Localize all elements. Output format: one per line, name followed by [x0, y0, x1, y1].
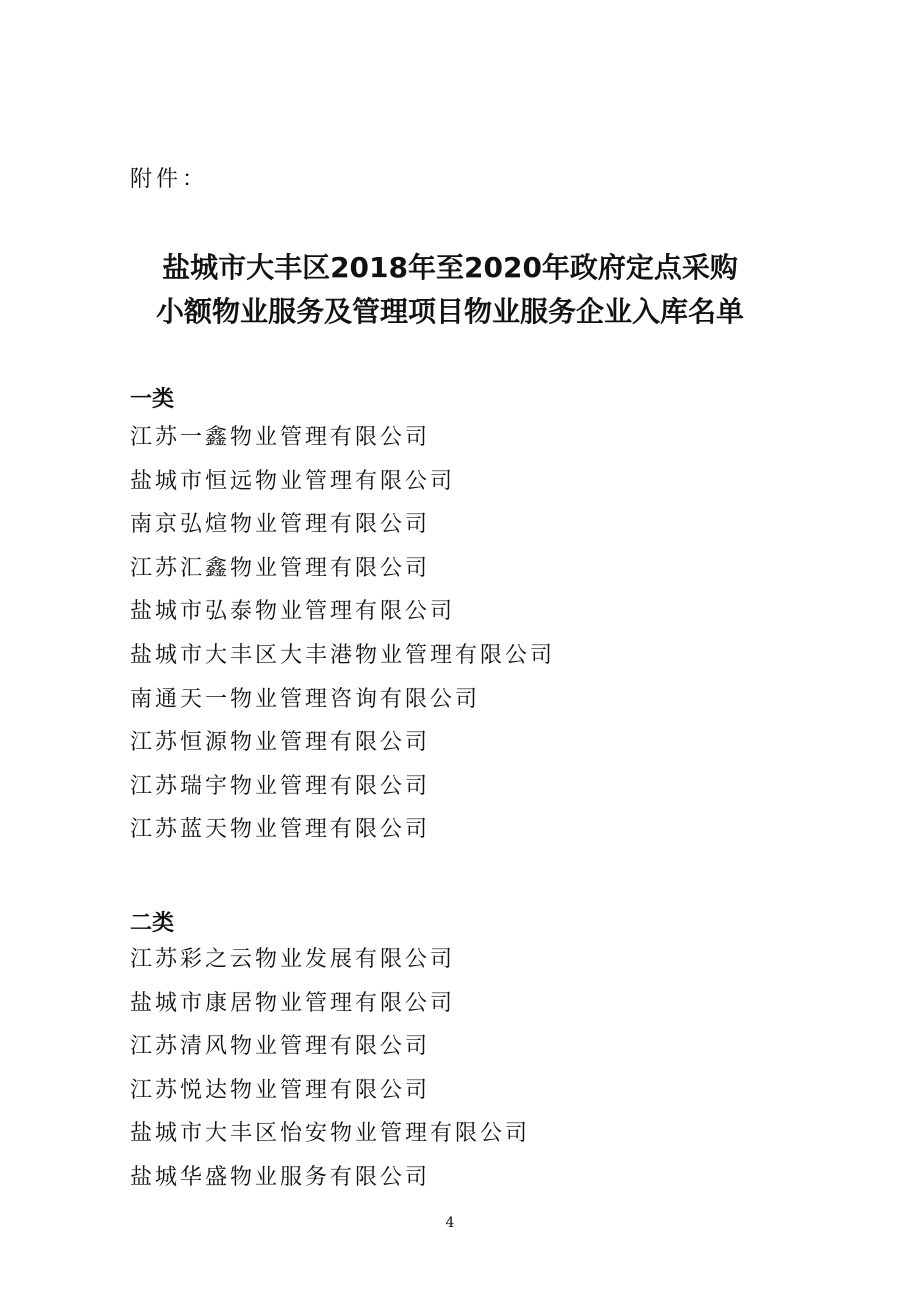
company-list-category-1	[130, 424, 555, 860]
title-line-1: 盐城市大丰区2018年至2020年政府定点采购	[162, 251, 738, 284]
page-number: 4	[445, 1215, 455, 1231]
list-item: 江苏一鑫物业管理有限公司	[130, 425, 431, 450]
list-item: 江苏清风物业管理有限公司	[130, 1034, 431, 1060]
list-item: 江苏悦达物业管理有限公司	[130, 1077, 431, 1103]
list-item: 盐城市恒远物业管理有限公司	[130, 468, 456, 494]
list-item: 江苏蓝天物业管理有限公司	[130, 817, 431, 843]
list-item: 盐城市康居物业管理有限公司	[130, 990, 456, 1016]
list-item: 江苏汇鑫物业管理有限公司	[130, 555, 431, 581]
list-item: 江苏瑞宇物业管理有限公司	[130, 773, 431, 799]
category-heading-1: 一类	[130, 387, 175, 412]
attachment-label: 附件：	[130, 167, 209, 192]
list-item: 江苏彩之云物业发展有限公司	[130, 947, 456, 972]
list-item: 南通天一物业管理咨询有限公司	[130, 686, 481, 712]
list-item: 盐城市大丰区大丰港物业管理有限公司	[130, 642, 556, 668]
company-list-category-2	[130, 946, 530, 1208]
list-item: 盐城市大丰区怡安物业管理有限公司	[130, 1121, 531, 1147]
list-item: 江苏恒源物业管理有限公司	[130, 730, 431, 756]
list-item: 盐城华盛物业服务有限公司	[130, 1164, 431, 1190]
title-line-2: 小额物业服务及管理项目物业服务企业入库名单	[155, 295, 744, 328]
list-item: 南京弘煊物业管理有限公司	[130, 512, 431, 538]
category-heading-2: 二类	[130, 911, 175, 936]
list-item: 盐城市弘泰物业管理有限公司	[130, 599, 456, 625]
